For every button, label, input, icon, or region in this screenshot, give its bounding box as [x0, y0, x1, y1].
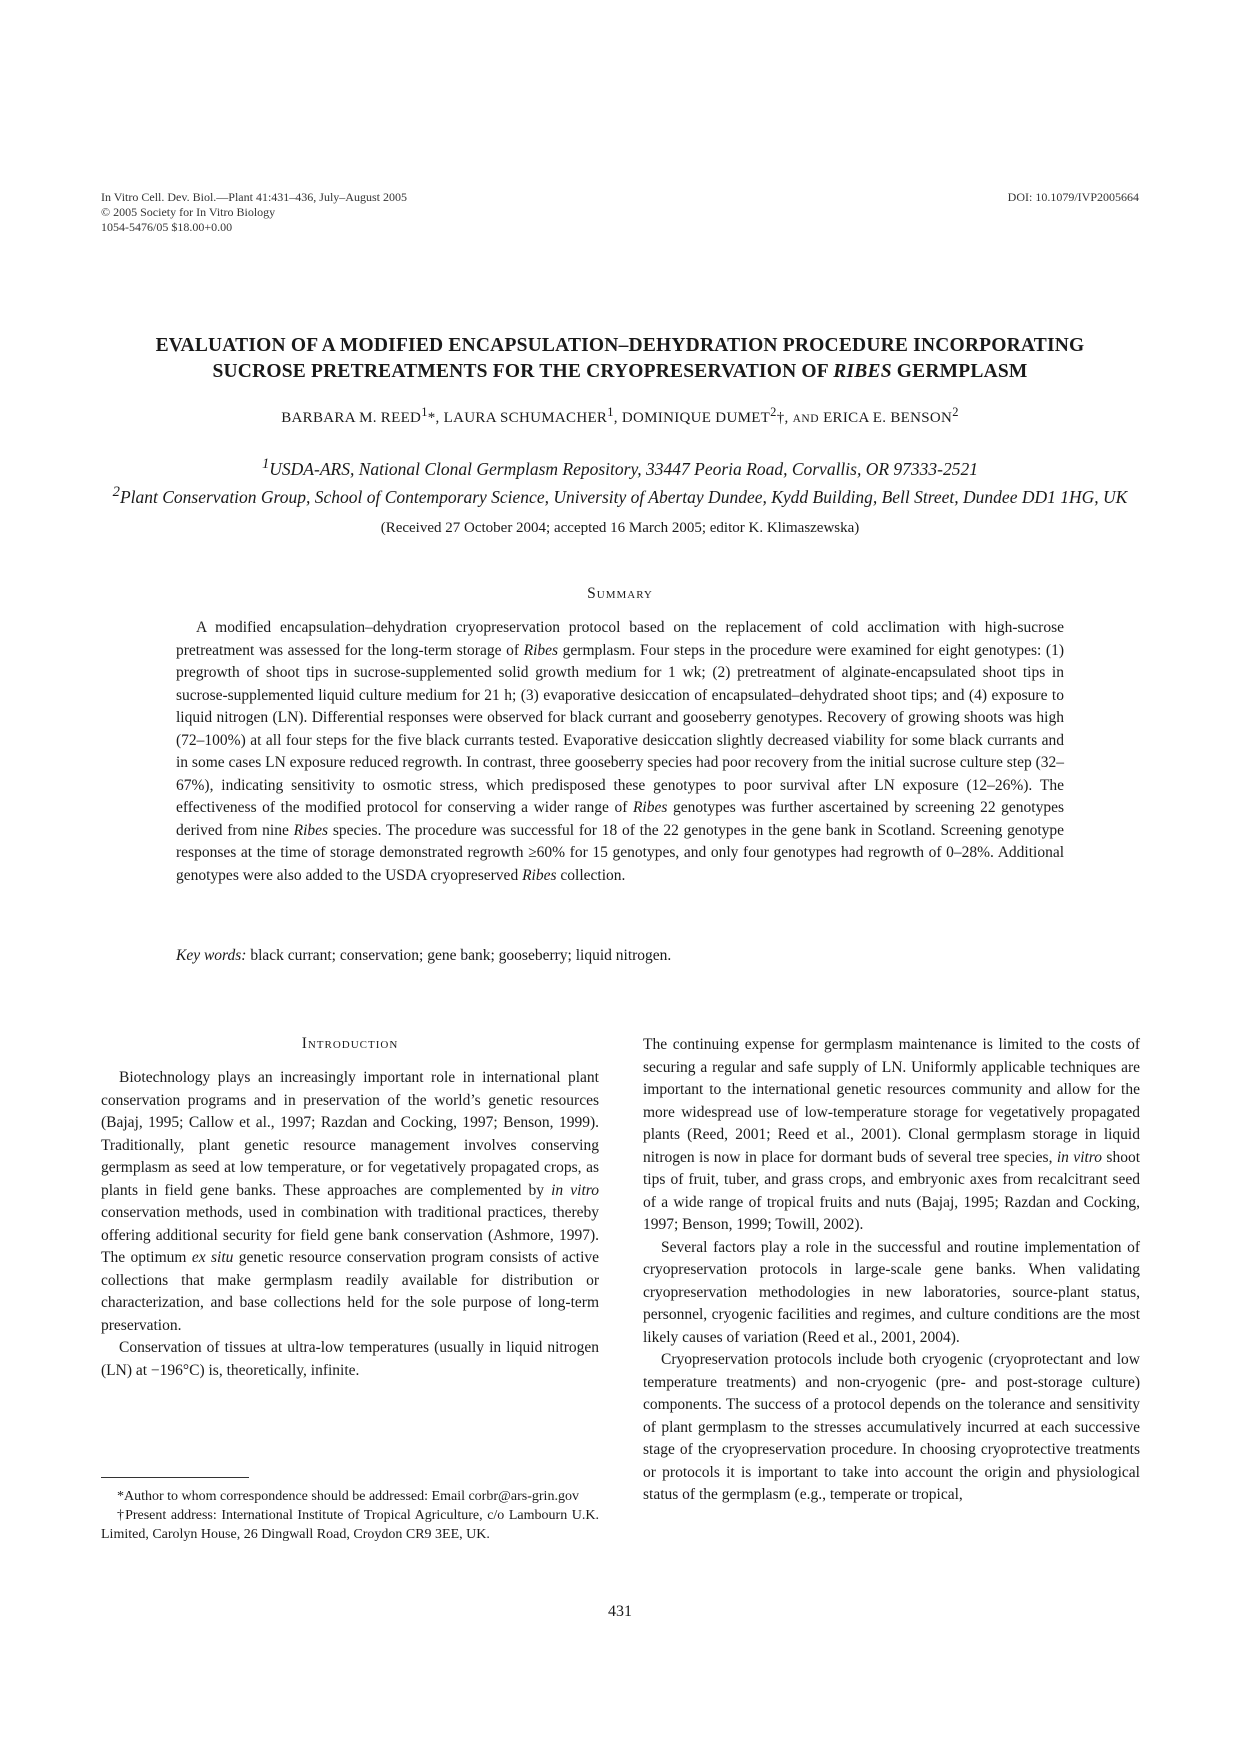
- keywords: [176, 945, 1064, 967]
- affiliation-2-text: Plant Conservation Group, School of Contemporary Science, University of Abertay Dundee, Kydd Building, Bell Street, Dundee DD1 1HG, UK: [119, 486, 1128, 507]
- keywords-label: Key words:: [176, 947, 247, 964]
- author-2-affil: 1: [607, 405, 614, 419]
- intro-paragraph-3: Several factors play a role in the successful and routine implementation of cryopreservation protocols in large-scale gene banks. When validating cryopreservation methodologies in new laboratories, source-plant status, personnel, cryogenic facilities and regimes, and culture conditions are the most likely causes of variation (Reed et al., 2001, 2004).: [643, 1238, 1140, 1346]
- paragraph-italic: in vitro: [551, 1181, 599, 1199]
- footnote-correspondence: *Author to whom correspondence should be addressed: Email corbr@ars-grin.gov: [117, 1489, 579, 1504]
- summary-part: collection.: [556, 866, 626, 884]
- intro-paragraph-2: Conservation of tissues at ultra-low temperatures (usually in liquid nitrogen (LN) at −196°C) is, theoretically, infinite.: [101, 1339, 599, 1379]
- author-list: [100, 405, 1140, 427]
- author-1-affil: 1: [421, 405, 428, 419]
- summary-part: germplasm. Four steps in the procedure were examined for eight genotypes: (1) pregrowth of shoot tips in sucrose-supplemented solid growth medium for 1 wk; (2) pretreatment of alginate-encapsulated shoot tips in sucrose-supplemented liquid culture medium for 21 h; (3) evaporative desiccation of encapsulated–dehydrated shoot tips; and (4) exposure to liquid nitrogen (LN). Differential responses were observed for black currant and gooseberry genotypes. Recovery of growing shoots was high (72–100%) at all four steps for the five black currants tested. Evaporative desiccation slightly decreased viability for some black currants and in some cases LN exposure reduced regrowth. In contrast, three gooseberry species had poor recovery from the initial sucrose culture step (32–67%), indicating sensitivity to osmotic stress, which predisposed these genotypes to poor survival after LN exposure (12–26%). The effectiveness of the modified protocol for conserving a wider range of: [176, 641, 1064, 816]
- summary-genus: Ribes: [523, 641, 559, 659]
- keywords-text: black currant; conservation; gene bank; gooseberry; liquid nitrogen.: [246, 947, 672, 964]
- summary-part: species. The procedure was successful for 18 of the 22 genotypes in the gene bank in Scotland. Screening genotype responses at the time of storage demonstrated regrowth ≥60% for 15 genotypes, and only four genotypes had regrowth of 0–28%. Additional genotypes were also added to the USDA cryopreserved: [176, 821, 1065, 884]
- introduction-heading: Introduction: [301, 1035, 399, 1052]
- footnote-present-address: †Present address: International Institute of Tropical Agriculture, c/o Lambourn U.K. Limited, Carolyn House, 26 Dingwall Road, Croydon CR9 3EE, UK.: [101, 1508, 599, 1542]
- title-line-2-start: SUCROSE PRETREATMENTS FOR THE CRYOPRESERVATION OF: [212, 361, 834, 382]
- article-title: [100, 333, 1140, 385]
- summary-genus: Ribes: [293, 821, 329, 839]
- author-separator: ,: [613, 410, 622, 426]
- paragraph-part: genetic resource conservation program consists of active collections that make germplasm readily available for distribution or characterization, and base collections held for the sole purpose of long-term preservation.: [101, 1249, 600, 1334]
- intro-paragraph-1: [101, 1067, 599, 1337]
- paragraph-italic: ex situ: [191, 1249, 234, 1266]
- author-and: AND: [792, 413, 820, 425]
- copyright-line: © 2005 Society for In Vitro Biology: [101, 205, 276, 219]
- doi-header: DOI: 10.1079/IVP2005664: [1007, 190, 1139, 204]
- author-4-affil: 2: [952, 405, 959, 419]
- affiliation-2: [80, 481, 1160, 509]
- summary-heading: Summary: [587, 585, 653, 602]
- paragraph-part: shoot tips of fruit, tuber, and grass crops, and embryonic axes from recalcitrant seed of a wide range of tropical fruits and nuts (Bajaj, 1995; Razdan and Cocking, 1997; Benson, 1999; Towill, 2002).: [643, 1148, 1140, 1233]
- intro-paragraph-4: Cryopreservation protocols include both cryogenic (cryoprotectant and low temperature treatments) and non-cryogenic (pre- and post-storage culture) components. The success of a protocol depends on the tolerance and sensitivity of plant germplasm to the stresses accumulatively incurred at each successive stage of the cryopreservation procedure. In choosing cryoprotective treatments or protocols it is important to take into account the origin and physiological status of the germplasm (e.g., temperate or tropical,: [643, 1351, 1140, 1503]
- left-column: [101, 1067, 599, 1382]
- summary-genus: Ribes: [632, 799, 668, 816]
- footnote-divider: [101, 1477, 249, 1478]
- affiliation-1-text: USDA-ARS, National Clonal Germplasm Repository, 33447 Peoria Road, Corvallis, OR 97333-2521: [269, 458, 978, 479]
- affiliation-1-number: 1: [261, 456, 270, 472]
- author-3-mark: †,: [776, 410, 793, 426]
- page-number: 431: [608, 1603, 632, 1620]
- received-dates: (Received 27 October 2004; accepted 16 March 2005; editor K. Klimaszewska): [380, 520, 860, 536]
- journal-citation-header: [101, 190, 601, 235]
- title-line-2-end: GERMPLASM: [891, 361, 1028, 382]
- issn-line: 1054-5476/05 $18.00+0.00: [101, 220, 233, 234]
- affiliations: [80, 453, 1160, 509]
- author-4: ERICA E. BENSON: [819, 410, 953, 426]
- affiliation-2-number: 2: [112, 483, 120, 500]
- title-line-1: EVALUATION OF A MODIFIED ENCAPSULATION–DEHYDRATION PROCEDURE INCORPORATING: [155, 335, 1085, 356]
- paragraph-part: The continuing expense for germplasm maintenance is limited to the costs of securing a regular and safe supply of LN. Uniformly applicable techniques are important to the international genetic resources community and allow for the more widespread use of low-temperature storage for vegetatively propagated plants (Reed, 2001; Reed et al., 2001). Clonal germplasm storage in liquid nitrogen is now in place for dormant buds of several tree species,: [643, 1036, 1140, 1166]
- paragraph-part: Biotechnology plays an increasingly important role in international plant conservation programs and in preservation of the world’s genetic resources (Bajaj, 1995; Callow et al., 1997; Razdan and Cocking, 1997; Benson, 1999). Traditionally, plant genetic resource management involves conserving germplasm as seed at low temperature, or for vegetatively propagated crops, as plants in field gene banks. These approaches are complemented by: [101, 1069, 599, 1199]
- author-3-affil: 2: [770, 405, 777, 419]
- summary-genus: Ribes: [522, 866, 557, 884]
- right-column: [643, 1034, 1140, 1507]
- author-1: BARBARA M. REED: [281, 410, 422, 426]
- footnotes: [101, 1487, 599, 1544]
- affiliation-1: [80, 453, 1160, 481]
- paragraph-part: conservation methods, used in combination with traditional practices, thereby offering additional security for field gene bank conservation (Ashmore, 1997). The optimum: [101, 1204, 599, 1266]
- title-genus: RIBES: [833, 361, 892, 382]
- author-1-mark: *,: [427, 410, 444, 426]
- summary-part: genotypes was further ascertained by screening 22 genotypes derived from nine: [176, 799, 1064, 839]
- paragraph-italic: in vitro: [1056, 1148, 1103, 1166]
- summary-part: A modified encapsulation–dehydration cryopreservation protocol based on the replacement of cold acclimation with high-sucrose pretreatment was assessed for the long-term storage of: [176, 619, 1064, 659]
- intro-paragraph-continued: [643, 1034, 1140, 1237]
- title-line-2: [100, 359, 1140, 385]
- summary-text: [176, 617, 1064, 887]
- author-2: LAURA SCHUMACHER: [443, 410, 608, 426]
- author-3: DOMINIQUE DUMET: [621, 410, 771, 426]
- journal-line: In Vitro Cell. Dev. Biol.—Plant 41:431–436, July–August 2005: [101, 190, 407, 204]
